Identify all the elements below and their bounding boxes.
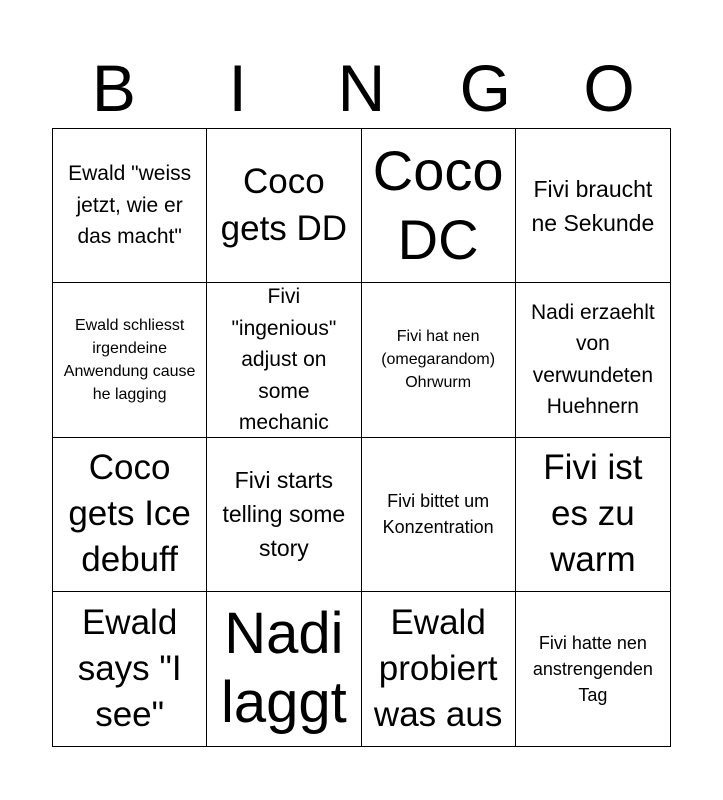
bingo-cell[interactable]: Nadi erzaehlt von verwundeten Huehnern	[516, 283, 670, 437]
bingo-cell[interactable]: Ewald schliesst irgendeine Anwendung cause he lagging	[53, 283, 207, 437]
bingo-cell[interactable]: Fivi ist es zu warm	[516, 438, 670, 592]
bingo-cell[interactable]: Ewald probiert was aus	[362, 592, 516, 746]
header-letter-g: G	[459, 51, 511, 125]
bingo-cell[interactable]: Fivi "ingenious" adjust on some mechanic	[207, 283, 361, 437]
bingo-cell[interactable]: Coco gets DD	[207, 129, 361, 283]
bingo-header	[52, 52, 671, 124]
bingo-cell[interactable]: Nadi laggt	[207, 592, 361, 746]
bingo-cell[interactable]: Fivi starts telling some story	[207, 438, 361, 592]
bingo-cell[interactable]: Coco gets Ice debuff	[53, 438, 207, 592]
bingo-cell[interactable]: Ewald "weiss jetzt, wie er das macht"	[53, 129, 207, 283]
header-letter-b: B	[91, 51, 136, 125]
bingo-cell[interactable]: Fivi hatte nen anstrengenden Tag	[532, 632, 653, 705]
header-letter-n: N	[337, 51, 386, 125]
bingo-cell[interactable]: Fivi bittet um Konzentration	[362, 438, 516, 592]
bingo-cell[interactable]: Fivi hat nen (omegarandom) Ohrwurm	[362, 283, 516, 437]
bingo-board	[52, 128, 671, 747]
header-letter-o: O	[583, 51, 635, 125]
bingo-cell[interactable]: Ewald says "I see"	[53, 592, 207, 746]
header-letter-i: I	[228, 51, 247, 125]
bingo-cell[interactable]: Coco DC	[362, 129, 516, 283]
bingo-cell[interactable]: Fivi braucht ne Sekunde	[516, 129, 670, 283]
